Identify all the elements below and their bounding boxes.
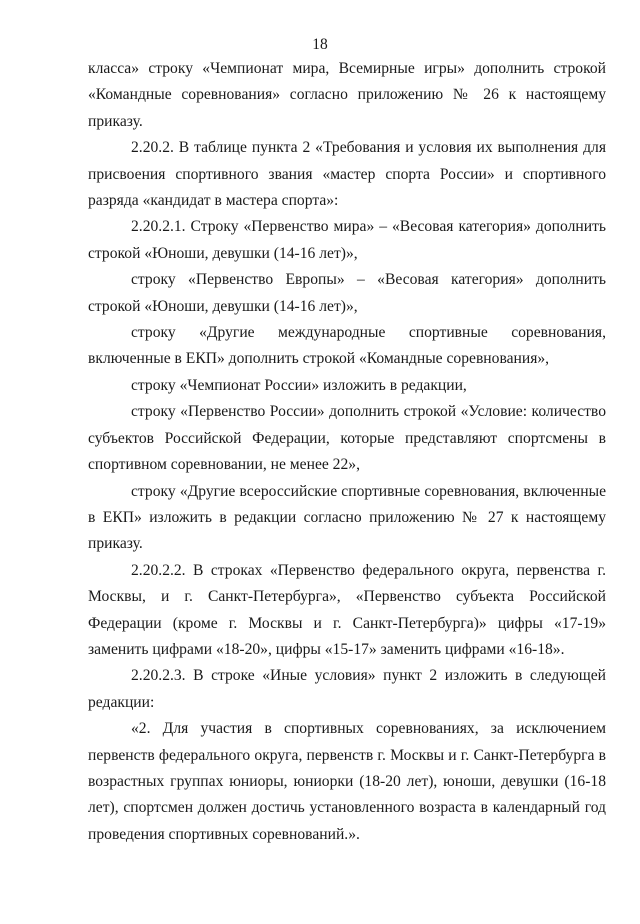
paragraph: 2.20.2. В таблице пункта 2 «Требования и условия их выполнения для присвоения спортивного звания «мастер спорта России» и спортивного разряда «кандидат в мастера спорта»: <box>88 139 606 210</box>
document-body <box>88 56 606 848</box>
paragraph: 2.20.2.1. Строку «Первенство мира» – «Весовая категория» дополнить строкой «Юноши, девушки (14-16 лет)», <box>88 218 606 262</box>
paragraph: строку «Другие международные спортивные соревнования, включенные в ЕКП» дополнить строкой «Командные соревнования», <box>88 324 606 368</box>
paragraph: класса» строку «Чемпионат мира, Всемирные игры» дополнить строкой «Командные соревнования» согласно приложению № 26 к настоящему приказу. <box>88 60 606 130</box>
paragraph: строку «Первенство Европы» – «Весовая категория» дополнить строкой «Юноши, девушки (14-16 лет)», <box>88 271 606 315</box>
paragraph: строку «Чемпионат России» изложить в редакции, <box>131 376 467 394</box>
paragraph: 2.20.2.2. В строках «Первенство федерального округа, первенства г. Москвы, и г. Санкт-Петербурга», «Первенство субъекта Российской Федерации (кроме г. Москвы и г. Санкт-Петербурга)» цифры «17-19» заменить цифрами «18-20», цифры «15-17» заменить цифрами «16-18». <box>88 561 606 658</box>
paragraph: «2. Для участия в спортивных соревнованиях, за исключением первенств федерального округа, первенств г. Москвы и г. Санкт-Петербурга в возрастных группах юниоры, юниорки (18-20 лет), юноши, девушки (16-18 лет), спортсмен должен достичь установленного возраста в календарный год проведения спортивных соревнований.». <box>88 720 606 843</box>
paragraph: строку «Первенство России» дополнить строкой «Условие: количество субъектов Российской Федерации, которые представляют спортсмены в спортивном соревновании, не менее 22», <box>88 403 606 474</box>
page-number: 18 <box>312 36 328 53</box>
paragraph: строку «Другие всероссийские спортивные соревнования, включенные в ЕКП» изложить в редакции согласно приложению № 27 к настоящему приказу. <box>88 482 606 553</box>
paragraph: 2.20.2.3. В строке «Иные условия» пункт 2 изложить в следующей редакции: <box>88 667 606 711</box>
